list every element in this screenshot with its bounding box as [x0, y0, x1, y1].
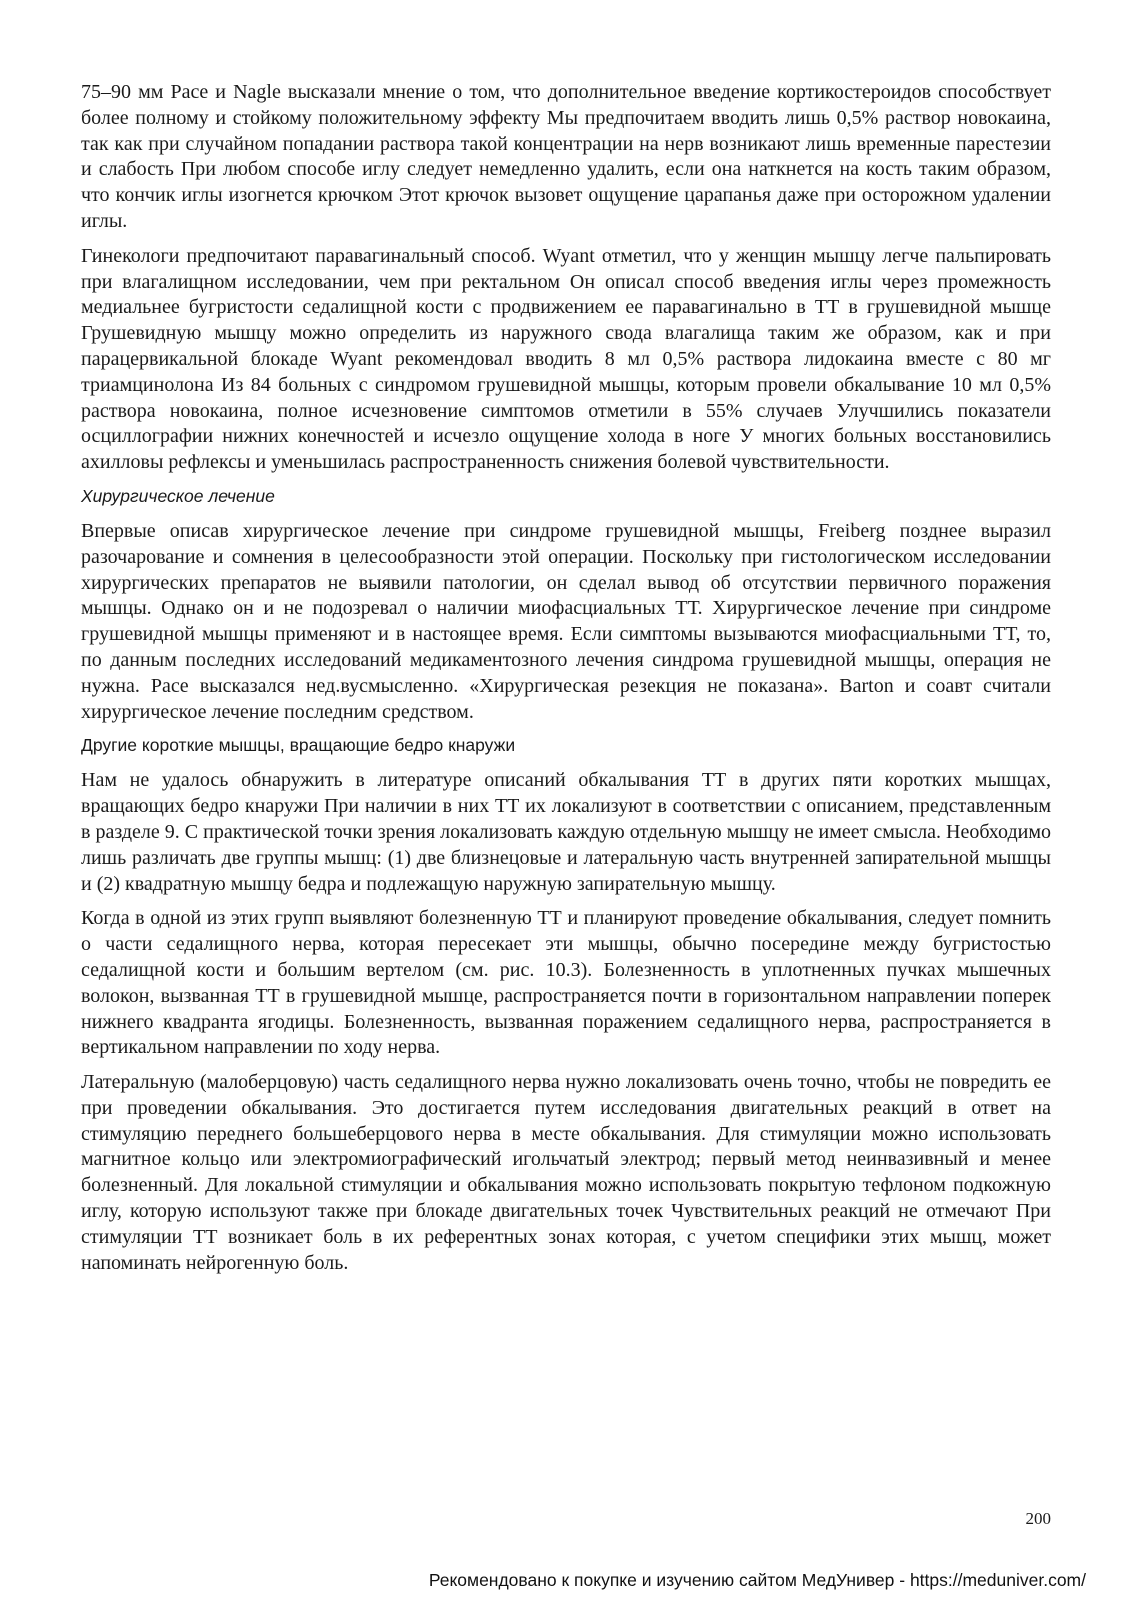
- section-heading-surgery: Хирургическое лечение: [81, 485, 275, 506]
- paragraph: Гинекологи предпочитают паравагинальный способ. Wyant отметил, что у женщин мышцу легче пальпировать при влагалищном исследовании, чем при ректальном Он описал способ введения иглы через промежность медиальнее бугристости седалищной кости с продвижением ее паравагинально в ТТ в грушевидной мышце Грушевидную мышцу можно определить из наружного свода влагалища таким же образом, как и при парацервикальной блокаде Wyant рекомендовал вводить 8 мл 0,5% раствора лидокаина вместе с 80 мг триамцинолона Из 84 больных с синдромом грушевидной мышцы, которым провели обкалывание 10 мл 0,5% раствора новокаина, полное исчезновение симптомов отметили в 55% случаев Улучшились показатели осциллографии нижних конечностей и исчезло ощущение холода в ноге У многих больных восстановились ахилловы рефлексы и уменьшилась распространенность снижения болевой чувствительности.: [81, 244, 1051, 474]
- page-number: 200: [1025, 1509, 1051, 1528]
- footer-recommendation: Рекомендовано к покупке и изучению сайтом МедУнивер - https://meduniver.com/: [428, 1570, 1086, 1590]
- document-body: [81, 80, 1051, 1285]
- paragraph: Впервые описав хирургическое лечение при синдроме грушевидной мышцы, Freiberg позднее выразил разочарование и сомнения в целесообразности этой операции. Поскольку при гистологическом исследовании хирургических препаратов не выявили патологии, он сделал вывод об отсутствии первичного поражения мышцы. Однако он и не подозревал о наличии миофасциальных ТТ. Хирургическое лечение при синдроме грушевидной мышцы применяют и в настоящее время. Если симптомы вызываются миофасциальными ТТ, то, по данным последних исследований медикаментозного лечения синдрома грушевидной мышцы, операция не нужна. Pace высказался нед.вусмысленно. «Хирургическая резекция не показана». Barton и соавт считали хирургическое лечение последним средством.: [81, 519, 1051, 723]
- paragraph: Когда в одной из этих групп выявляют болезненную ТТ и планируют проведение обкалывания, следует помнить о части седалищного нерва, которая пересекает эти мышцы, обычно посередине между бугристостью седалищной кости и большим вертелом (см. рис. 10.3). Болезненность в уплотненных пучках мышечных волокон, вызванная ТТ в грушевидной мышце, распространяется почти в горизонтальном направлении поперек нижнего квадранта ягодицы. Болезненность, вызванная поражением седалищного нерва, распространяется в вертикальном направлении по ходу нерва.: [81, 907, 1051, 1059]
- section-heading-other-rotators: Другие короткие мышцы, вращающие бедро кнаружи: [81, 735, 516, 756]
- paragraph: Нам не удалось обнаружить в литературе описаний обкалывания ТТ в других пяти коротких мышцах, вращающих бедро кнаружи При наличии в них ТТ их локализуют в соответствии с описанием, представленным в разделе 9. С практической точки зрения локализовать каждую отдельную мышцу не имеет смысла. Необходимо лишь различать две группы мышц: (1) две близнецовые и латеральную часть внутренней запирательной мышцы и (2) квадратную мышцу бедра и подлежащую наружную запирательную мышцу.: [81, 769, 1051, 895]
- paragraph: 75–90 мм Pace и Nagle высказали мнение о том, что дополнительное введение кортикостероидов способствует более полному и стойкому положительному эффекту Мы предпочитаем вводить лишь 0,5% раствор новокаина, так как при случайном попадании раствора такой концентрации на нерв возникают лишь временные парестезии и слабость При любом способе иглу следует немедленно удалить, если она наткнется на кость таким образом, что кончик иглы изогнется крючком Этот крючок вызовет ощущение царапанья даже при осторожном удалении иглы.: [81, 81, 1051, 232]
- paragraph: Латеральную (малоберцовую) часть седалищного нерва нужно локализовать очень точно, чтобы не повредить ее при проведении обкалывания. Это достигается путем исследования двигательных реакций в ответ на стимуляцию переднего большеберцового нерва в месте обкалывания. Для стимуляции можно использовать магнитное кольцо или электромиографический игольчатый электрод; первый метод неинвазивный и менее болезненный. Для локальной стимуляции и обкалывания можно использовать покрытую тефлоном подкожную иглу, которую используют также при блокаде двигательных точек Чувствительных реакций не отмечают При стимуляции ТТ возникает боль в их референтных зонах которая, с учетом специфики этих мышц, может напоминать нейрогенную боль.: [81, 1071, 1051, 1274]
